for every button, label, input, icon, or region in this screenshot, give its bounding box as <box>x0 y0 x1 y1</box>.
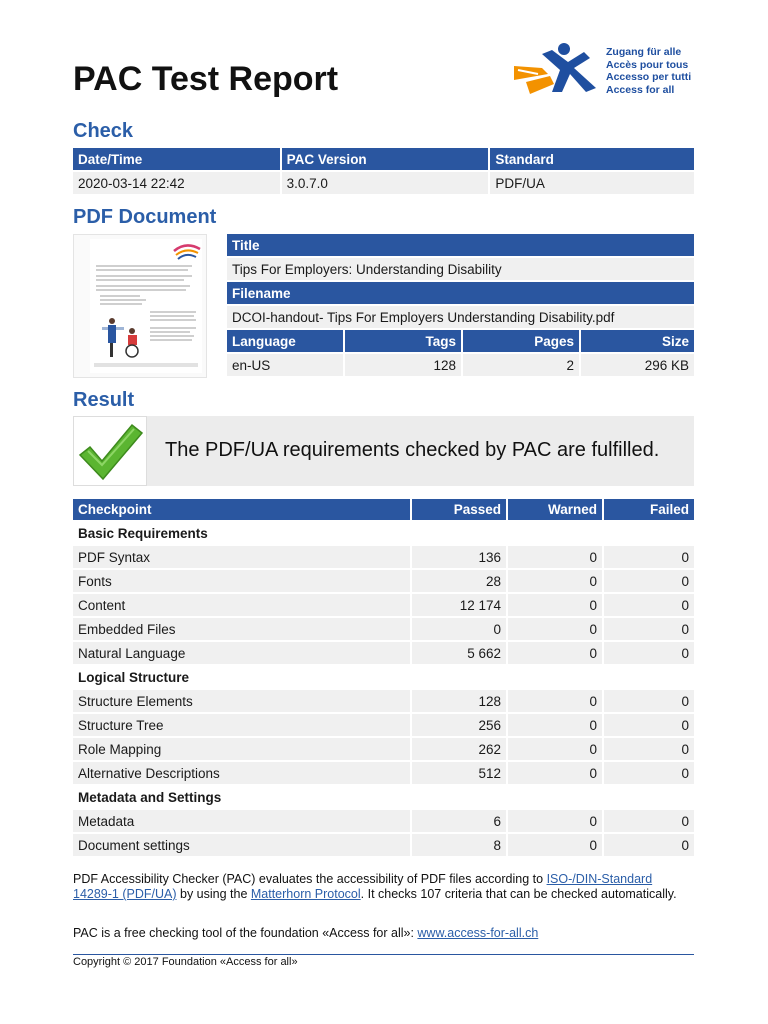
checkpoint-failed: 0 <box>604 810 694 832</box>
filename-value: DCOI-handout- Tips For Employers Understanding Disability.pdf <box>227 306 694 328</box>
size-value: 296 KB <box>581 354 694 376</box>
checkpoint-passed: 512 <box>412 762 506 784</box>
checkpoint-row <box>73 714 694 736</box>
access-for-all-logo <box>512 40 696 102</box>
language-value: en-US <box>227 354 343 376</box>
checkpoint-warned: 0 <box>508 642 602 664</box>
checkpoint-failed: 0 <box>604 834 694 856</box>
footer-divider <box>73 954 694 955</box>
checkpoint-row <box>73 690 694 712</box>
checkpoint-warned: 0 <box>508 738 602 760</box>
checkpoint-name: Document settings <box>73 834 410 856</box>
result-heading: Result <box>73 389 135 411</box>
logo-line-it: Accesso per tutti <box>606 71 692 83</box>
checkpoint-passed: 128 <box>412 690 506 712</box>
checkpoint-failed: 0 <box>604 546 694 568</box>
checkpoint-name: Alternative Descriptions <box>73 762 410 784</box>
footer-text: by using the <box>176 887 251 901</box>
checkpoint-table <box>71 499 696 856</box>
warned-header: Warned <box>508 499 602 520</box>
logo-text <box>606 46 696 96</box>
green-checkmark-icon <box>74 417 146 485</box>
standard-value: PDF/UA <box>490 172 694 194</box>
checkpoint-failed: 0 <box>604 642 694 664</box>
tags-value: 128 <box>345 354 461 376</box>
datetime-value: 2020-03-14 22:42 <box>73 172 280 194</box>
checkpoint-warned: 0 <box>508 714 602 736</box>
footer-text: PAC is a free checking tool of the foundation «Access for all»: <box>73 926 418 940</box>
logo-line-de: Zugang für alle <box>606 46 682 58</box>
datetime-header: Date/Time <box>73 148 280 170</box>
checkpoint-passed: 5 662 <box>412 642 506 664</box>
title-value: Tips For Employers: Understanding Disability <box>227 258 694 280</box>
checkpoint-failed: 0 <box>604 594 694 616</box>
checkpoint-row <box>73 642 694 664</box>
checkpoint-name: Content <box>73 594 410 616</box>
check-heading: Check <box>73 120 134 142</box>
checkpoint-warned: 0 <box>508 810 602 832</box>
footer-text: . It checks 107 criteria that can be checked automatically. <box>360 887 677 901</box>
checkpoint-row <box>73 810 694 832</box>
checkpoint-section-row <box>73 522 694 544</box>
checkpoint-warned: 0 <box>508 618 602 640</box>
checkpoint-section-title: Logical Structure <box>73 666 694 688</box>
matterhorn-protocol-link[interactable]: Matterhorn Protocol <box>250 887 361 901</box>
checkpoint-name: Metadata <box>73 810 410 832</box>
checkpoint-row <box>73 546 694 568</box>
footer-description <box>73 872 694 902</box>
checkpoint-warned: 0 <box>508 690 602 712</box>
checkpoint-name: Structure Elements <box>73 690 410 712</box>
tags-header: Tags <box>345 330 461 352</box>
language-header: Language <box>227 330 343 352</box>
checkpoint-failed: 0 <box>604 714 694 736</box>
checkpoint-name: PDF Syntax <box>73 546 410 568</box>
checkpoint-warned: 0 <box>508 546 602 568</box>
checkpoint-passed: 8 <box>412 834 506 856</box>
standard-header: Standard <box>490 148 694 170</box>
logo-line-fr: Accès pour tous <box>606 58 689 71</box>
pages-value: 2 <box>463 354 579 376</box>
footer-text: PDF Accessibility Checker (PAC) evaluates the accessibility of PDF files according to <box>73 872 547 886</box>
checkpoint-name: Fonts <box>73 570 410 592</box>
checkpoint-name: Structure Tree <box>73 714 410 736</box>
checkpoint-passed: 256 <box>412 714 506 736</box>
checkpoint-passed: 12 174 <box>412 594 506 616</box>
checkpoint-failed: 0 <box>604 738 694 760</box>
checkpoint-warned: 0 <box>508 834 602 856</box>
footer-free-tool <box>73 926 694 941</box>
checkpoint-passed: 262 <box>412 738 506 760</box>
checkpoint-row <box>73 738 694 760</box>
checkpoint-section-row <box>73 666 694 688</box>
checkpoint-passed: 6 <box>412 810 506 832</box>
report-title: PAC Test Report <box>73 60 339 98</box>
pdf-document-heading: PDF Document <box>73 206 217 228</box>
copyright: Copyright © 2017 Foundation «Access for all» <box>73 956 298 968</box>
result-box <box>73 416 694 486</box>
checkpoint-passed: 28 <box>412 570 506 592</box>
failed-header: Failed <box>604 499 694 520</box>
checkpoint-failed: 0 <box>604 762 694 784</box>
checkpoint-section-title: Metadata and Settings <box>73 786 694 808</box>
checkpoint-name: Embedded Files <box>73 618 410 640</box>
checkpoint-section-row <box>73 786 694 808</box>
iso-standard-link[interactable]: ISO-/DIN-Standard 14289-1 (PDF/UA) <box>73 872 653 901</box>
passed-header: Passed <box>412 499 506 520</box>
checkpoint-section-title: Basic Requirements <box>73 522 694 544</box>
access-for-all-figure-icon <box>512 40 604 102</box>
checkpoint-warned: 0 <box>508 762 602 784</box>
checkpoint-warned: 0 <box>508 594 602 616</box>
checkpoint-name: Natural Language <box>73 642 410 664</box>
size-header: Size <box>581 330 694 352</box>
checkpoint-failed: 0 <box>604 690 694 712</box>
checkpoint-row <box>73 834 694 856</box>
title-header: Title <box>227 234 694 256</box>
checkpoint-passed: 0 <box>412 618 506 640</box>
checkpoint-warned: 0 <box>508 570 602 592</box>
logo-line-en: Access for all <box>606 83 675 96</box>
checkpoint-failed: 0 <box>604 570 694 592</box>
checkpoint-row <box>73 594 694 616</box>
checkpoint-row <box>73 762 694 784</box>
checkpoint-row <box>73 570 694 592</box>
document-thumbnail <box>73 234 207 378</box>
checkpoint-rows <box>73 520 694 856</box>
checkpoint-row <box>73 618 694 640</box>
check-table <box>71 148 696 194</box>
pages-header: Pages <box>463 330 579 352</box>
result-message: The PDF/UA requirements checked by PAC are fulfilled. <box>165 439 660 461</box>
thumbnail-illustration-icon <box>74 235 206 377</box>
document-info-table <box>225 234 696 376</box>
checkpoint-passed: 136 <box>412 546 506 568</box>
checkpoint-name: Role Mapping <box>73 738 410 760</box>
result-icon-frame <box>73 416 147 486</box>
version-header: PAC Version <box>282 148 489 170</box>
access-for-all-link[interactable]: www.access-for-all.ch <box>417 926 539 940</box>
version-value: 3.0.7.0 <box>282 172 489 194</box>
checkpoint-header: Checkpoint <box>73 499 410 520</box>
filename-header: Filename <box>227 282 694 304</box>
checkpoint-failed: 0 <box>604 618 694 640</box>
